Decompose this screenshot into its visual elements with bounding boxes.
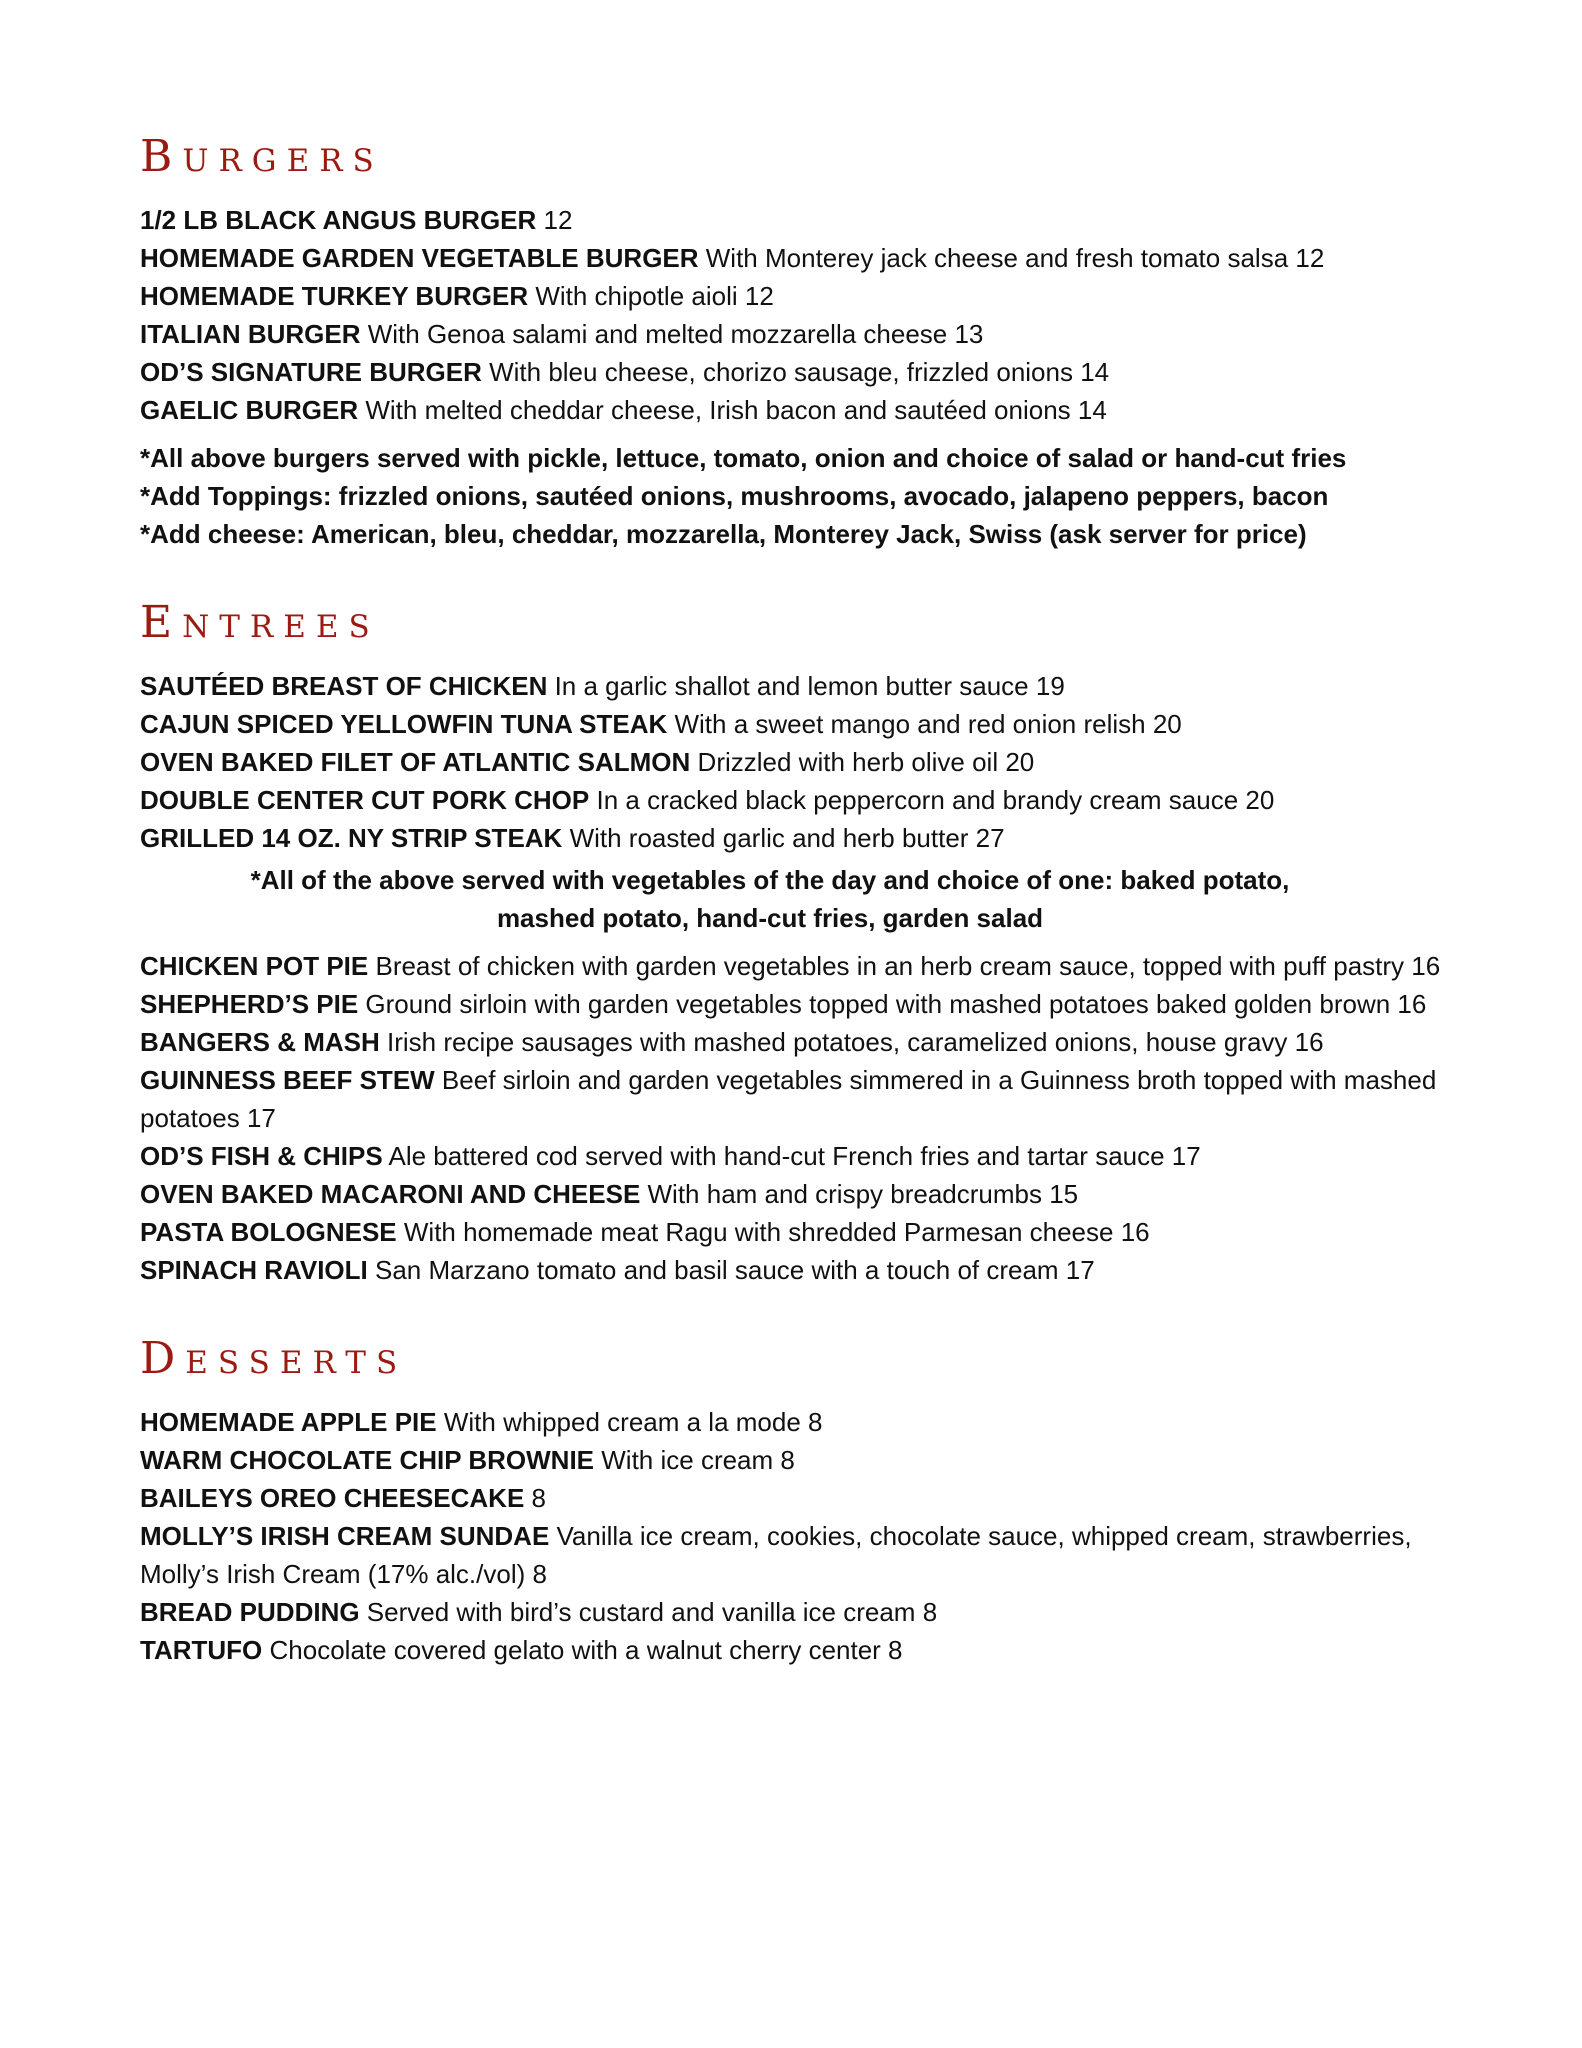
item-name: GUINNESS BEEF STEW bbox=[140, 1065, 435, 1095]
item-desc: Beef sirloin and garden vegetables simmered in a Guinness broth topped with mashed potatoes 17 bbox=[140, 1065, 1437, 1133]
burger-notes bbox=[140, 439, 1460, 553]
menu-item bbox=[140, 667, 1460, 705]
item-desc: Vanilla ice cream, cookies, chocolate sauce, whipped cream, strawberries, Molly’s Irish Cream (17% alc./vol) 8 bbox=[140, 1521, 1412, 1589]
item-name: BANGERS & MASH bbox=[140, 1027, 380, 1057]
item-name: HOMEMADE APPLE PIE bbox=[140, 1407, 437, 1437]
menu-item bbox=[140, 353, 1460, 391]
item-name: DOUBLE CENTER CUT PORK CHOP bbox=[140, 785, 590, 815]
item-desc: With whipped cream a la mode 8 bbox=[436, 1407, 823, 1437]
menu-item bbox=[140, 1251, 1460, 1289]
menu-item bbox=[140, 819, 1460, 857]
menu-item bbox=[140, 1479, 1460, 1517]
item-desc: Ground sirloin with garden vegetables topped with mashed potatoes baked golden brown 16 bbox=[358, 989, 1427, 1019]
burgers-section bbox=[140, 131, 1460, 553]
menu-item bbox=[140, 315, 1460, 353]
menu-item bbox=[140, 1403, 1460, 1441]
item-name: TARTUFO bbox=[140, 1635, 263, 1665]
menu-item bbox=[140, 1023, 1460, 1061]
item-name: HOMEMADE GARDEN VEGETABLE BURGER bbox=[140, 243, 699, 273]
item-desc: Drizzled with herb olive oil 20 bbox=[690, 747, 1035, 777]
menu-page bbox=[140, 131, 1460, 1717]
item-desc: With chipotle aioli 12 bbox=[528, 281, 774, 311]
menu-item bbox=[140, 743, 1460, 781]
burgers-heading: Burgers bbox=[140, 131, 384, 182]
item-name: OD’S FISH & CHIPS bbox=[140, 1141, 383, 1171]
menu-item bbox=[140, 947, 1460, 985]
item-name: HOMEMADE TURKEY BURGER bbox=[140, 281, 529, 311]
menu-item bbox=[140, 1517, 1460, 1593]
item-name: OVEN BAKED FILET OF ATLANTIC SALMON bbox=[140, 747, 691, 777]
entree-note-line: *All of the above served with vegetables of the day and choice of one: baked potato, bbox=[250, 865, 1290, 895]
menu-item bbox=[140, 985, 1460, 1023]
menu-item bbox=[140, 1061, 1460, 1137]
item-desc: With bleu cheese, chorizo sausage, frizzled onions 14 bbox=[481, 357, 1110, 387]
item-desc: With melted cheddar cheese, Irish bacon and sautéed onions 14 bbox=[358, 395, 1107, 425]
menu-item bbox=[140, 1593, 1460, 1631]
item-desc: With Genoa salami and melted mozzarella cheese 13 bbox=[360, 319, 984, 349]
item-desc: 8 bbox=[524, 1483, 546, 1513]
item-name: SHEPHERD’S PIE bbox=[140, 989, 359, 1019]
entrees-heading: Entrees bbox=[140, 597, 380, 648]
item-desc: Irish recipe sausages with mashed potatoes, caramelized onions, house gravy 16 bbox=[379, 1027, 1324, 1057]
menu-item bbox=[140, 781, 1460, 819]
item-name: WARM CHOCOLATE CHIP BROWNIE bbox=[140, 1445, 595, 1475]
menu-item bbox=[140, 1137, 1460, 1175]
entree-note bbox=[140, 861, 1460, 937]
item-name: 1/2 LB BLACK ANGUS BURGER bbox=[140, 205, 537, 235]
item-desc: 12 bbox=[536, 205, 573, 235]
item-desc: San Marzano tomato and basil sauce with a touch of cream 17 bbox=[367, 1255, 1095, 1285]
item-desc: In a garlic shallot and lemon butter sauce 19 bbox=[547, 671, 1065, 701]
burger-note: *All above burgers served with pickle, lettuce, tomato, onion and choice of salad or hand-cut fries bbox=[140, 443, 1347, 473]
desserts-heading: Desserts bbox=[140, 1333, 408, 1384]
item-name: CHICKEN POT PIE bbox=[140, 951, 369, 981]
menu-item bbox=[140, 239, 1460, 277]
item-desc: In a cracked black peppercorn and brandy cream sauce 20 bbox=[589, 785, 1275, 815]
item-name: GRILLED 14 OZ. NY STRIP STEAK bbox=[140, 823, 563, 853]
item-desc: Ale battered cod served with hand-cut French fries and tartar sauce 17 bbox=[382, 1141, 1201, 1171]
burger-note: *Add Toppings: frizzled onions, sautéed onions, mushrooms, avocado, jalapeno peppers, bacon bbox=[140, 481, 1329, 511]
item-name: CAJUN SPICED YELLOWFIN TUNA STEAK bbox=[140, 709, 668, 739]
menu-item bbox=[140, 1175, 1460, 1213]
burger-note: *Add cheese: American, bleu, cheddar, mozzarella, Monterey Jack, Swiss (ask server for price) bbox=[140, 519, 1307, 549]
item-name: OVEN BAKED MACARONI AND CHEESE bbox=[140, 1179, 641, 1209]
menu-item bbox=[140, 277, 1460, 315]
item-name: SPINACH RAVIOLI bbox=[140, 1255, 368, 1285]
item-desc: With Monterey jack cheese and fresh tomato salsa 12 bbox=[698, 243, 1325, 273]
menu-item bbox=[140, 705, 1460, 743]
item-desc: With homemade meat Ragu with shredded Parmesan cheese 16 bbox=[396, 1217, 1150, 1247]
item-name: PASTA BOLOGNESE bbox=[140, 1217, 397, 1247]
item-desc: With a sweet mango and red onion relish 20 bbox=[667, 709, 1182, 739]
item-desc: Breast of chicken with garden vegetables in an herb cream sauce, topped with puff pastry 16 bbox=[368, 951, 1441, 981]
menu-item bbox=[140, 391, 1460, 429]
item-desc: With ice cream 8 bbox=[594, 1445, 795, 1475]
menu-item bbox=[140, 201, 1460, 239]
item-name: OD’S SIGNATURE BURGER bbox=[140, 357, 482, 387]
item-name: BAILEYS OREO CHEESECAKE bbox=[140, 1483, 525, 1513]
menu-item bbox=[140, 1441, 1460, 1479]
item-name: GAELIC BURGER bbox=[140, 395, 359, 425]
item-desc: With ham and crispy breadcrumbs 15 bbox=[640, 1179, 1079, 1209]
item-desc: Served with bird’s custard and vanilla ice cream 8 bbox=[359, 1597, 938, 1627]
menu-item bbox=[140, 1631, 1460, 1669]
menu-item bbox=[140, 1213, 1460, 1251]
item-desc: Chocolate covered gelato with a walnut cherry center 8 bbox=[262, 1635, 903, 1665]
item-desc: With roasted garlic and herb butter 27 bbox=[562, 823, 1005, 853]
item-name: ITALIAN BURGER bbox=[140, 319, 361, 349]
item-name: SAUTÉED BREAST OF CHICKEN bbox=[140, 671, 548, 701]
item-name: MOLLY’S IRISH CREAM SUNDAE bbox=[140, 1521, 550, 1551]
desserts-section bbox=[140, 1333, 1460, 1669]
entree-note-line: mashed potato, hand-cut fries, garden salad bbox=[496, 903, 1044, 933]
item-name: BREAD PUDDING bbox=[140, 1597, 360, 1627]
entrees-section bbox=[140, 597, 1460, 1289]
